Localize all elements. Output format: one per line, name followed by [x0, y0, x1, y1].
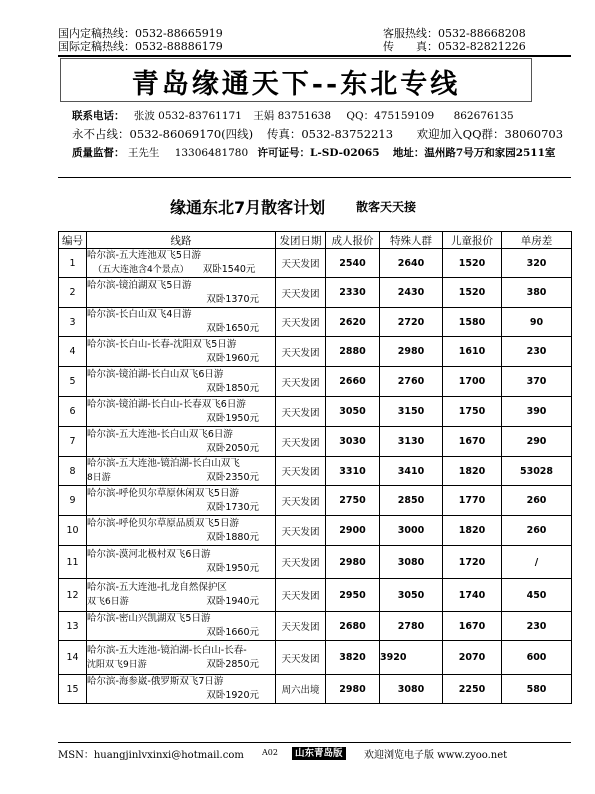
route-name: 哈尔滨-五大连池双飞5日游 — [87, 250, 201, 261]
route-sleeper-price: 双卧1950元 — [206, 412, 259, 424]
route-name: 哈尔滨-五大连池-镜泊湖-长白山双飞 — [87, 458, 240, 469]
footer-divider — [58, 742, 571, 743]
address: 地址：温州路7号万和家园2511室 — [392, 147, 556, 159]
service-hotline: 客服热线：0532-88668208 — [383, 27, 526, 40]
route-name: 哈尔滨-五大连池-扎龙自然保护区 — [87, 582, 227, 593]
adult-price: 3030 — [326, 427, 380, 457]
single-supplement: 380 — [502, 278, 572, 308]
supervisor-phone: 13306481780 — [174, 147, 249, 159]
route-name-cont: 双飞6日游 — [87, 597, 129, 607]
child-price: 1520 — [443, 278, 502, 308]
child-price: 1820 — [443, 516, 502, 546]
route-cell — [87, 337, 276, 367]
single-supplement: 230 — [502, 612, 572, 641]
route-name-cont: 沈阳双飞9日游 — [87, 659, 147, 670]
table-row — [59, 337, 572, 367]
quality-label: 质量监督： — [72, 147, 125, 159]
route-name: 哈尔滨-呼伦贝尔草原品质双飞5日游 — [87, 517, 239, 529]
departure-date: 天天发团 — [276, 486, 326, 516]
special-price: 2720 — [380, 308, 443, 337]
header-single-supplement: 单房差 — [502, 232, 572, 249]
row-number: 3 — [59, 308, 87, 337]
row-number: 8 — [59, 457, 87, 486]
special-price: 2760 — [380, 367, 443, 397]
route-name: 哈尔滨-五大连池-镜泊湖-长白山-长春- — [87, 644, 247, 656]
child-price: 1700 — [443, 367, 502, 397]
table-row — [59, 457, 572, 486]
departure-date: 天天发团 — [276, 641, 326, 675]
route-sleeper-price: 双卧1880元 — [206, 531, 259, 543]
qq-group: 欢迎加入QQ群：38060703 — [416, 127, 564, 141]
departure-date: 天天发团 — [276, 367, 326, 397]
route-name: 哈尔滨-海参崴-俄罗斯双飞7日游 — [87, 676, 224, 687]
child-price: 2070 — [443, 641, 502, 675]
header-special-group: 特殊人群 — [380, 232, 443, 249]
contact-person-2: 王娟 83751638 — [253, 110, 332, 122]
route-sleeper-price: 双卧1650元 — [206, 323, 259, 334]
footer-page-code: A02 — [262, 748, 278, 757]
row-number: 5 — [59, 367, 87, 397]
table-row — [59, 249, 572, 278]
single-supplement: 53028 — [502, 457, 572, 486]
contact-person-1: 张波 0532-83761171 — [133, 110, 242, 122]
child-price: 1770 — [443, 486, 502, 516]
row-number: 14 — [59, 641, 87, 675]
edition-badge: 山东青岛版 — [292, 747, 346, 760]
route-cell — [87, 278, 276, 308]
single-supplement: 290 — [502, 427, 572, 457]
departure-date: 天天发团 — [276, 308, 326, 337]
departure-date: 天天发团 — [276, 546, 326, 579]
row-number: 10 — [59, 516, 87, 546]
contact-fax: 传真：0532-83752213 — [266, 127, 394, 141]
price-table — [58, 231, 572, 704]
special-price: 3080 — [380, 546, 443, 579]
departure-date: 天天发团 — [276, 516, 326, 546]
single-supplement: 370 — [502, 367, 572, 397]
route-sleeper-price: 双卧1540元 — [202, 264, 256, 275]
special-price: 2780 — [380, 612, 443, 641]
route-cell — [87, 579, 276, 612]
special-price: 3130 — [380, 427, 443, 457]
row-number: 13 — [59, 612, 87, 641]
route-sleeper-price: 双卧2050元 — [206, 442, 259, 454]
departure-date: 天天发团 — [276, 337, 326, 367]
adult-price: 2750 — [326, 486, 380, 516]
adult-price: 2660 — [326, 367, 380, 397]
child-price: 1610 — [443, 337, 502, 367]
route-name: 哈尔滨-密山兴凯湖双飞5日游 — [87, 613, 211, 624]
contact-label: 联系电话： — [72, 110, 125, 122]
single-supplement: 90 — [502, 308, 572, 337]
header-divider — [58, 55, 571, 57]
adult-price: 3820 — [326, 641, 380, 675]
route-name: 哈尔滨-镜泊湖双飞5日游 — [87, 279, 192, 291]
special-price: 3000 — [380, 516, 443, 546]
special-price: 3920 — [380, 641, 443, 675]
contact-qq-2: 862676135 — [453, 110, 514, 122]
route-cell — [87, 546, 276, 579]
route-name: 哈尔滨-漠河北极村双飞6日游 — [87, 549, 211, 560]
banner-subtitle: 散客天天接 — [356, 200, 417, 214]
footer-edition-badge — [292, 745, 346, 759]
route-name: 哈尔滨-五大连池-长白山双飞6日游 — [87, 428, 233, 440]
adult-price: 2620 — [326, 308, 380, 337]
adult-price: 2330 — [326, 278, 380, 308]
route-sleeper-price: 双卧2850元 — [206, 658, 259, 670]
route-sleeper-price: 双卧1850元 — [206, 382, 259, 394]
contact-line-3 — [72, 146, 555, 160]
license-number: 许可证号：L-SD-02065 — [257, 147, 380, 159]
departure-date: 天天发团 — [276, 579, 326, 612]
adult-price: 3310 — [326, 457, 380, 486]
single-supplement: 320 — [502, 249, 572, 278]
single-supplement: 230 — [502, 337, 572, 367]
footer-msn: MSN：huangjinlvxinxi@hotmail.com — [58, 750, 244, 761]
special-price: 3050 — [380, 579, 443, 612]
child-price: 2250 — [443, 675, 502, 704]
child-price: 1670 — [443, 612, 502, 641]
supervisor-name: 王先生 — [127, 147, 160, 159]
header-adult-price: 成人报价 — [326, 232, 380, 249]
special-price: 2430 — [380, 278, 443, 308]
route-cell — [87, 516, 276, 546]
row-number: 15 — [59, 675, 87, 704]
table-row — [59, 397, 572, 427]
row-number: 11 — [59, 546, 87, 579]
adult-price: 2980 — [326, 546, 380, 579]
special-price: 3080 — [380, 675, 443, 704]
departure-date: 周六出境 — [276, 675, 326, 704]
route-sleeper-price: 双卧1730元 — [206, 501, 259, 513]
table-row — [59, 367, 572, 397]
route-cell — [87, 675, 276, 704]
departure-date: 天天发团 — [276, 457, 326, 486]
route-name: 哈尔滨-长白山-长春-沈阳双飞5日游 — [87, 338, 237, 350]
table-row — [59, 278, 572, 308]
special-price: 2640 — [380, 249, 443, 278]
route-name: 哈尔滨-长白山双飞4日游 — [87, 309, 192, 320]
route-name: 哈尔滨-镜泊湖-长白山-长春双飞6日游 — [87, 398, 246, 410]
header-no: 编号 — [59, 232, 87, 249]
table-row — [59, 675, 572, 704]
route-note: （五大连池含4个景点） — [93, 265, 189, 275]
adult-price: 2540 — [326, 249, 380, 278]
special-price: 3150 — [380, 397, 443, 427]
route-cell — [87, 308, 276, 337]
header-child-price: 儿童报价 — [443, 232, 502, 249]
route-name-cont: 8日游 — [87, 473, 111, 483]
special-price: 2850 — [380, 486, 443, 516]
table-row — [59, 641, 572, 675]
route-cell — [87, 641, 276, 675]
single-supplement: 450 — [502, 579, 572, 612]
departure-date: 天天发团 — [276, 427, 326, 457]
route-cell — [87, 397, 276, 427]
route-name: 哈尔滨-镜泊湖-长白山双飞6日游 — [87, 368, 224, 380]
departure-date: 天天发团 — [276, 278, 326, 308]
table-row — [59, 308, 572, 337]
single-supplement: 260 — [502, 486, 572, 516]
adult-price: 2880 — [326, 337, 380, 367]
banner-title: 缘通东北7月散客计划 — [170, 198, 326, 217]
page-title: 青岛缘通天下--东北专线 — [131, 69, 461, 100]
domestic-hotline: 国内定稿热线：0532-88665919 — [58, 27, 223, 40]
contact-qq: QQ：475159109 — [346, 110, 435, 122]
table-row — [59, 516, 572, 546]
route-cell — [87, 249, 276, 278]
route-cell — [87, 612, 276, 641]
child-price: 1740 — [443, 579, 502, 612]
row-number: 2 — [59, 278, 87, 308]
single-supplement: 260 — [502, 516, 572, 546]
row-number: 7 — [59, 427, 87, 457]
child-price: 1520 — [443, 249, 502, 278]
table-row — [59, 427, 572, 457]
child-price: 1580 — [443, 308, 502, 337]
fax-header: 传 真：0532-82821226 — [383, 40, 526, 53]
single-supplement: 390 — [502, 397, 572, 427]
adult-price: 2980 — [326, 675, 380, 704]
child-price: 1750 — [443, 397, 502, 427]
table-row — [59, 486, 572, 516]
table-row — [59, 546, 572, 579]
row-number: 4 — [59, 337, 87, 367]
header-route: 线路 — [87, 232, 276, 249]
special-price: 2980 — [380, 337, 443, 367]
table-row — [59, 579, 572, 612]
adult-price: 2900 — [326, 516, 380, 546]
row-number: 6 — [59, 397, 87, 427]
table-row — [59, 612, 572, 641]
departure-date: 天天发团 — [276, 249, 326, 278]
route-sleeper-price: 双卧1370元 — [206, 293, 259, 305]
single-supplement: 580 — [502, 675, 572, 704]
header-date: 发团日期 — [276, 232, 326, 249]
adult-price: 2950 — [326, 579, 380, 612]
route-cell — [87, 367, 276, 397]
table-header-row — [59, 232, 572, 249]
route-cell — [87, 457, 276, 486]
route-cell — [87, 486, 276, 516]
row-number: 9 — [59, 486, 87, 516]
route-sleeper-price: 双卧1940元 — [206, 596, 259, 607]
route-sleeper-price: 双卧1920元 — [206, 690, 259, 701]
intl-hotline: 国际定稿热线：0532-88886179 — [58, 40, 223, 53]
footer-welcome: 欢迎浏览电子版 www.zyoo.net — [364, 750, 508, 761]
child-price: 1670 — [443, 427, 502, 457]
info-divider — [58, 177, 571, 178]
route-sleeper-price: 双卧1950元 — [206, 563, 259, 574]
route-cell — [87, 427, 276, 457]
route-sleeper-price: 双卧2350元 — [206, 472, 259, 483]
child-price: 1820 — [443, 457, 502, 486]
adult-price: 2680 — [326, 612, 380, 641]
title-box — [60, 58, 532, 102]
special-price: 3410 — [380, 457, 443, 486]
route-sleeper-price: 双卧1660元 — [206, 627, 259, 638]
single-supplement: / — [502, 546, 572, 579]
row-number: 1 — [59, 249, 87, 278]
child-price: 1720 — [443, 546, 502, 579]
row-number: 12 — [59, 579, 87, 612]
route-name: 哈尔滨-呼伦贝尔草原休闲双飞5日游 — [87, 487, 239, 499]
departure-date: 天天发团 — [276, 397, 326, 427]
route-sleeper-price: 双卧1960元 — [206, 352, 259, 364]
contact-line-2 — [72, 127, 563, 141]
departure-date: 天天发团 — [276, 612, 326, 641]
contact-line-1 — [72, 109, 514, 123]
always-online-phone: 永不占线：0532-86069170(四线) — [72, 127, 254, 141]
adult-price: 3050 — [326, 397, 380, 427]
single-supplement: 600 — [502, 641, 572, 675]
